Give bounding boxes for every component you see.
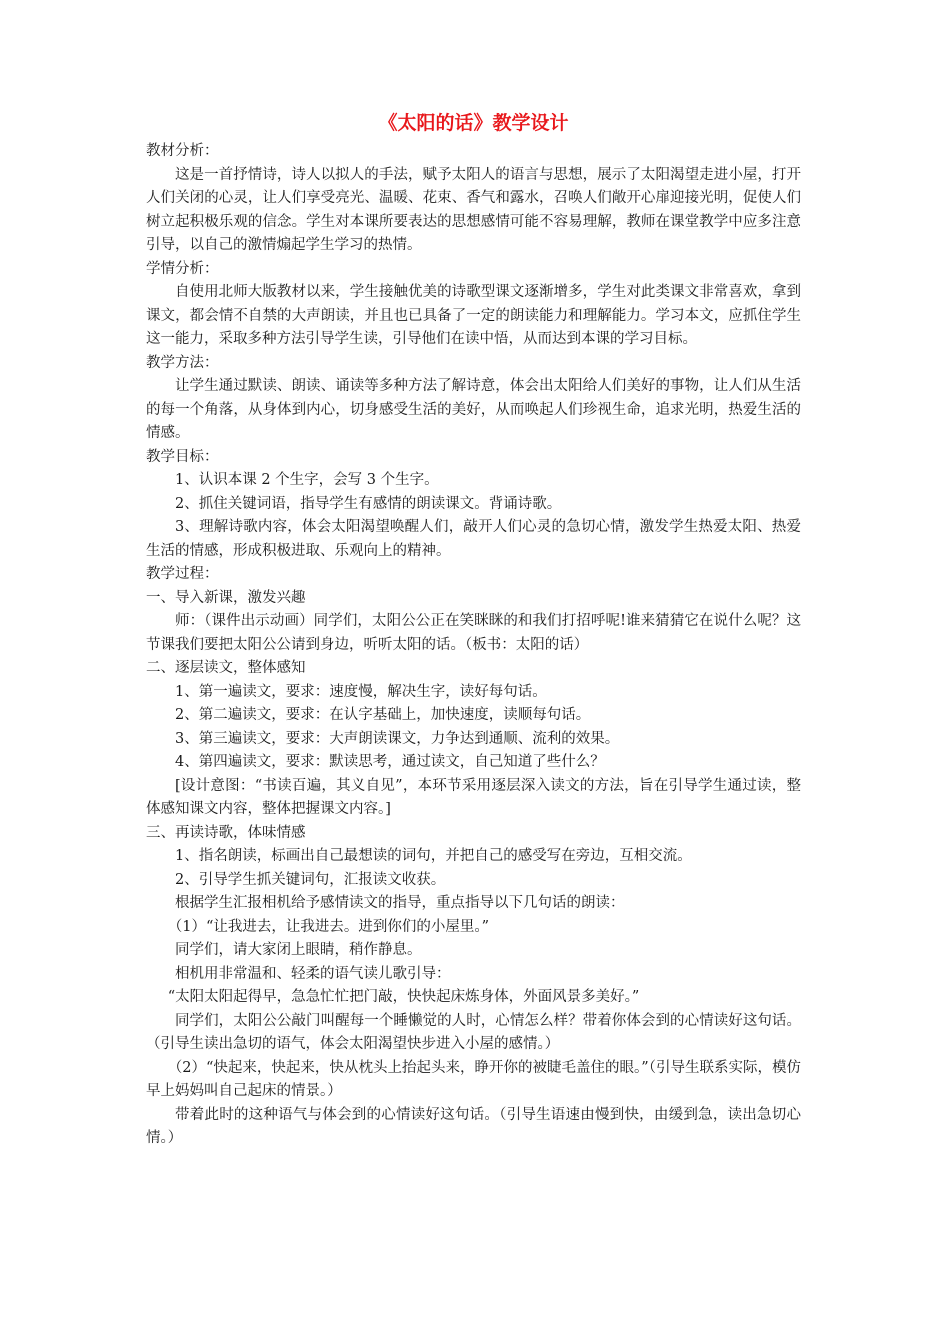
paragraph: 1、认识本课 2 个生字，会写 3 个生字。 bbox=[175, 472, 439, 488]
section-heading: 教学方法： bbox=[146, 354, 219, 371]
paragraph: （1）“让我进去，让我进去。进到你们的小屋里。” bbox=[167, 918, 490, 935]
paragraph: “太阳太阳起得早，急急忙忙把门敲，快快起床炼身体，外面风景多美好。” bbox=[167, 989, 640, 1005]
paragraph: 师：（课件出示动画）同学们，太阳公公正在笑眯眯的和我们打招呼呢!谁来猜猜它在说什么呢？这节课我们要把太阳公公请到身边，听听太阳的话。（板书：太阳的话） bbox=[146, 613, 801, 653]
paragraph: [设计意图：“书读百遍，其义自见”，本环节采用逐层深入读文的方法，旨在引导学生通过读，整体感知课文内容，整体把握课文内容。] bbox=[146, 777, 801, 817]
paragraph: 同学们，请大家闭上眼睛，稍作静息。 bbox=[175, 942, 422, 958]
paragraph: 带着此时的这种语气与体会到的心情读好这句话。（引导生语速由慢到快，由缓到急，读出急切心情。） bbox=[146, 1106, 801, 1146]
paragraph: 让学生通过默读、朗读、诵读等多种方法了解诗意，体会出太阳给人们美好的事物，让人们从生活的每一个角落，从身体到内心，切身感受生活的美好，从而唤起人们珍视生命，追求光明，热爱生活的情感。 bbox=[146, 378, 801, 441]
document-page bbox=[146, 108, 801, 1151]
paragraph: 2、抓住关键词语，指导学生有感情的朗读课文。背诵诗歌。 bbox=[175, 495, 562, 512]
section-heading: 教学目标： bbox=[146, 448, 219, 465]
paragraph: 根据学生汇报相机给予感情读文的指导，重点指导以下几句话的朗读： bbox=[175, 895, 625, 911]
paragraph: 2、引导学生抓关键词句，汇报读文收获。 bbox=[175, 871, 446, 888]
section-heading: 一、导入新课，激发兴趣 bbox=[146, 589, 306, 606]
paragraph: 相机用非常温和、轻柔的语气读儿歌引导： bbox=[175, 965, 451, 982]
paragraph: 同学们，太阳公公敲门叫醒每一个睡懒觉的人时，心情怎么样？带着你体会到的心情读好这句话。（引导生读出急切的语气，体会太阳渴望快步进入小屋的感情。） bbox=[146, 1012, 801, 1052]
document-title: 《太阳的话》教学设计 bbox=[378, 112, 569, 134]
section-heading: 教学过程： bbox=[146, 566, 219, 582]
section-heading: 学情分析： bbox=[146, 260, 219, 277]
section-heading: 教材分析： bbox=[146, 143, 219, 159]
paragraph: （2）“快起来，快起来，快从枕头上抬起头来，睁开你的被睫毛盖住的眼。”（引导生联系实际，模仿早上妈妈叫自己起床的情景。） bbox=[146, 1059, 801, 1099]
paragraph: 这是一首抒情诗，诗人以拟人的手法，赋予太阳人的语言与思想，展示了太阳渴望走进小屋，打开人们关闭的心灵，让人们享受亮光、温暖、花束、香气和露水，召唤人们敞开心扉迎接光明，促使人们树立起积极乐观的信念。学生对本课所要表达的思想感情可能不容易理解，教师在课堂教学中应多注意引导，以自己的激情煽起学生学习的热情。 bbox=[146, 166, 801, 253]
document-body bbox=[146, 140, 801, 1151]
paragraph: 4、第四遍读文，要求：默读思考，通过读文，自己知道了些什么？ bbox=[175, 754, 605, 770]
paragraph: 3、第三遍读文，要求：大声朗读课文，力争达到通顺、流利的效果。 bbox=[175, 730, 620, 747]
paragraph: 自使用北师大版教材以来，学生接触优美的诗歌型课文逐渐增多，学生对此类课文非常喜欢，拿到课文，都会情不自禁的大声朗读，并且也已具备了一定的朗读能力和理解能力。学习本文，应抓住学生这一能力，采取多种方法引导学生读，引导他们在读中悟，从而达到本课的学习目标。 bbox=[146, 284, 801, 347]
section-heading: 二、逐层读文，整体感知 bbox=[146, 660, 306, 676]
paragraph: 2、第二遍读文，要求：在认字基础上，加快速度，读顺每句话。 bbox=[175, 707, 591, 723]
paragraph: 1、指名朗读，标画出自己最想读的词句，并把自己的感受写在旁边，互相交流。 bbox=[175, 848, 692, 864]
paragraph: 1、第一遍读文，要求：速度慢，解决生字，读好每句话。 bbox=[175, 683, 547, 700]
paragraph: 3、理解诗歌内容，体会太阳渴望唤醒人们，敲开人们心灵的急切心情，激发学生热爱太阳、热爱生活的情感，形成积极进取、乐观向上的精神。 bbox=[146, 519, 801, 559]
section-heading: 三、再读诗歌，体味情感 bbox=[146, 824, 306, 841]
